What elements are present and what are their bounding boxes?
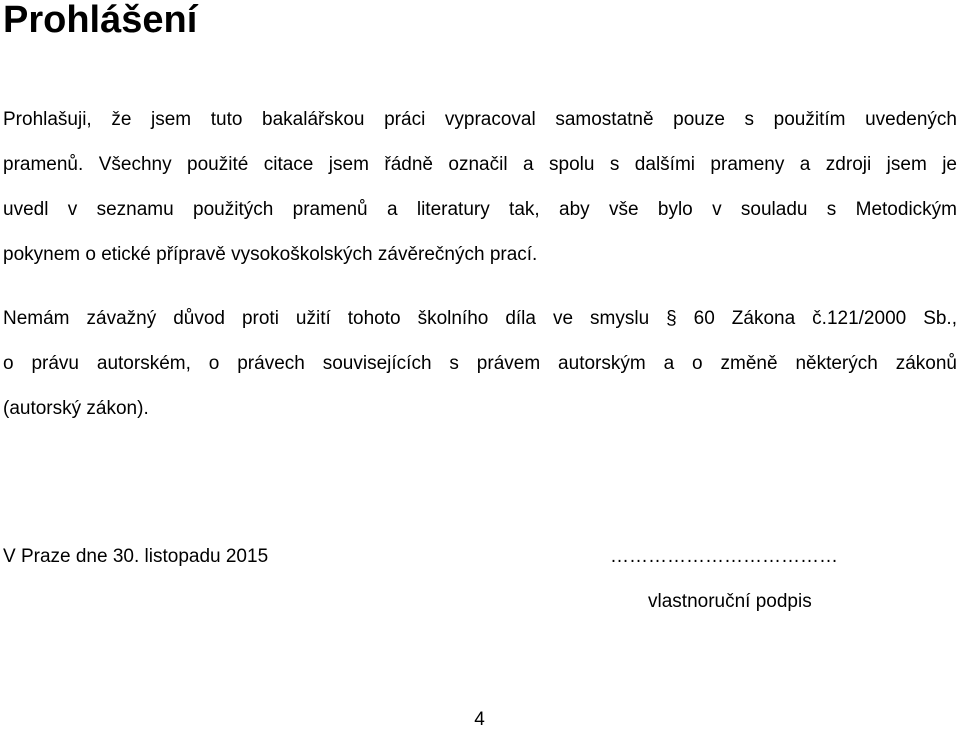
paragraph-line: Prohlašuji, že jsem tuto bakalářskou práci vypracoval samostatně pouze s použitím uvedených	[3, 109, 957, 130]
paragraph-line: pokynem o etické přípravě vysokoškolských závěrečných prací.	[3, 244, 538, 265]
page-title: Prohlášení	[3, 0, 198, 41]
copyright-paragraph	[3, 296, 957, 431]
signature-label: vlastnoruční podpis	[648, 591, 812, 612]
paragraph-line: (autorský zákon).	[3, 398, 149, 419]
paragraph-line: Nemám závažný důvod proti užití tohoto školního díla ve smyslu § 60 Zákona č.121/2000 Sb.,	[3, 308, 957, 329]
paragraph-line: pramenů. Všechny použité citace jsem řádně označil a spolu s dalšími prameny a zdroji jsem je	[3, 154, 957, 175]
paragraph-line: o právu autorském, o právech souvisejících s právem autorským a o změně některých zákonů	[3, 353, 957, 374]
signature-line: ………………………………	[610, 546, 838, 567]
page-number: 4	[474, 709, 485, 730]
place-and-date: V Praze dne 30. listopadu 2015	[3, 546, 269, 567]
declaration-paragraph	[3, 97, 957, 277]
paragraph-line: uvedl v seznamu použitých pramenů a literatury tak, aby vše bylo v souladu s Metodickým	[3, 199, 957, 220]
